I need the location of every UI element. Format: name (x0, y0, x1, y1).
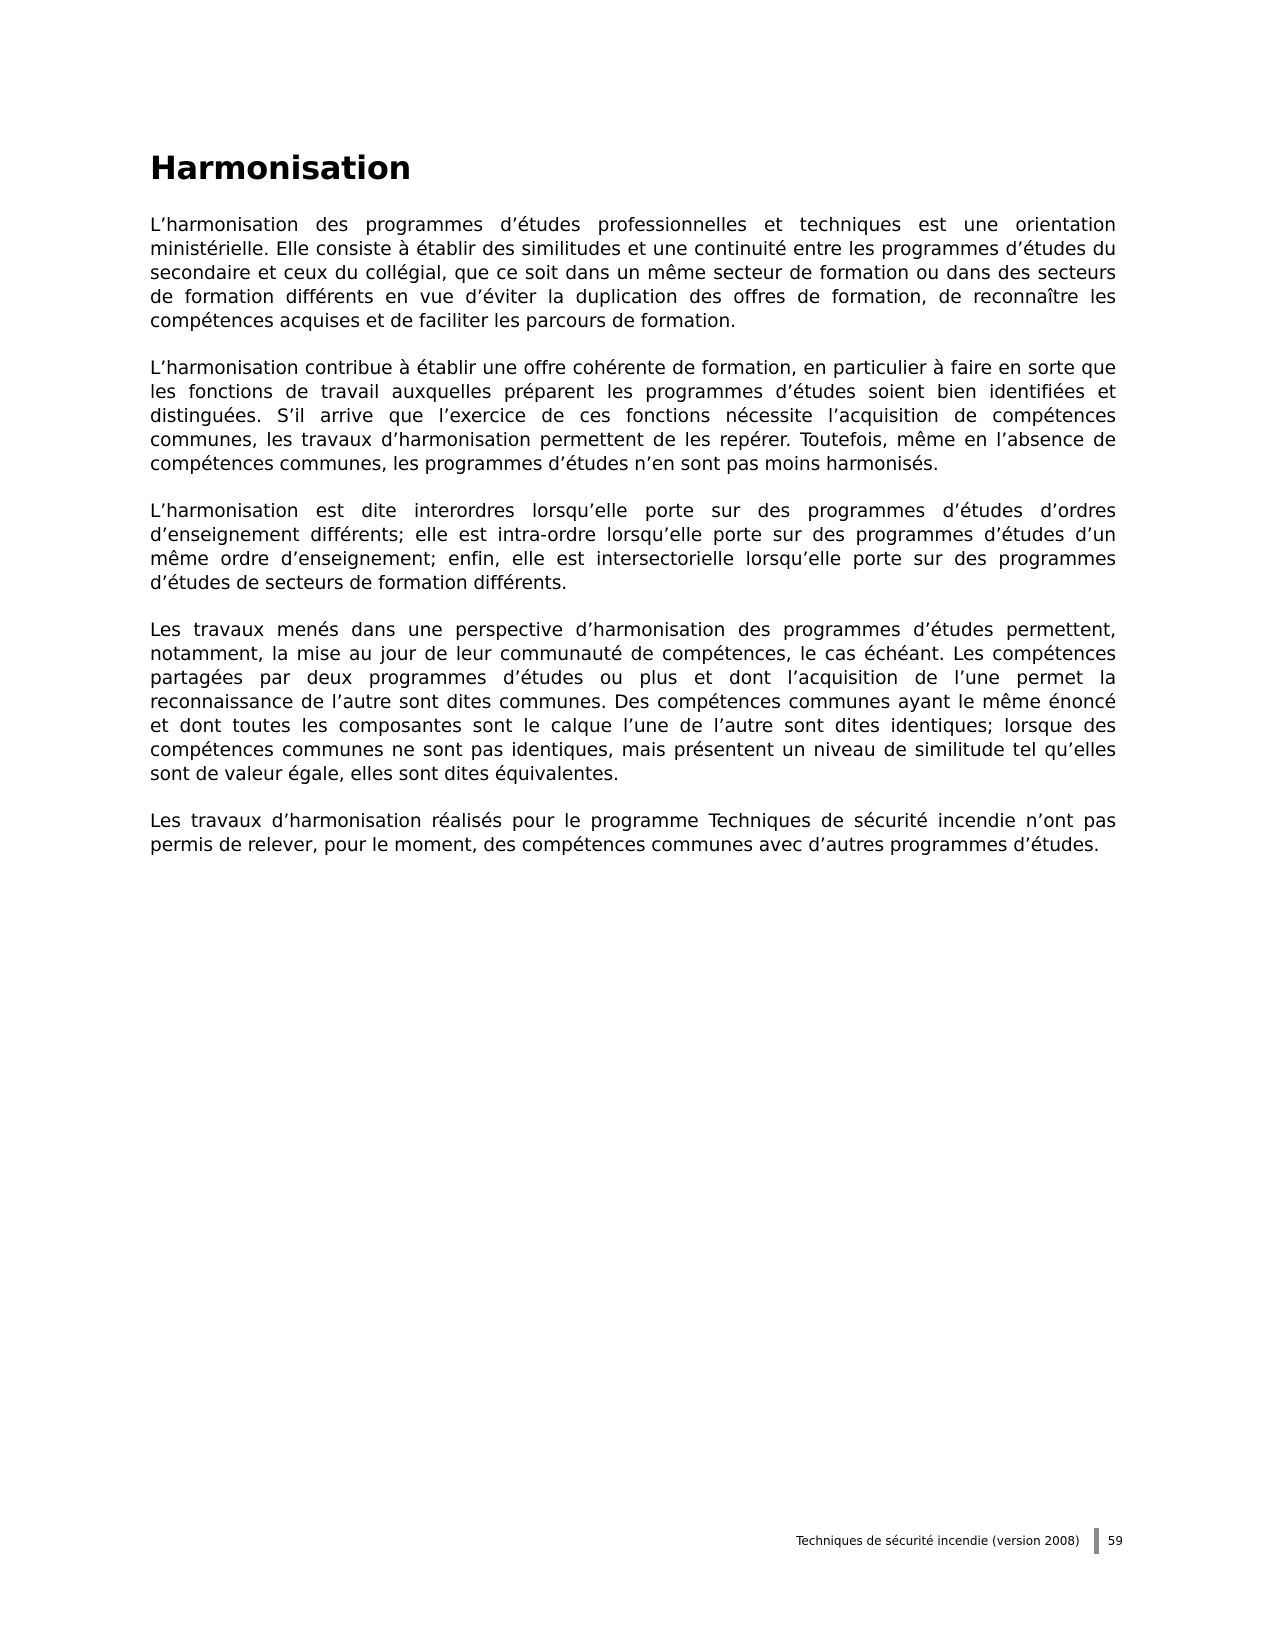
paragraph-5: Les travaux d’harmonisation réalisés pour le programme Techniques de sécurité incendie n’ont pas permis de relever, pour le moment, des compétences communes avec d’autres programmes d’études. (150, 811, 1116, 856)
page-number: 59 (1107, 1534, 1123, 1548)
paragraph-4: Les travaux menés dans une perspective d’harmonisation des programmes d’études permettent, notamment, la mise au jour de leur communauté de compétences, le cas échéant. Les compétences partagées par deux programmes d’études ou plus et dont l’acquisition de l’une permet la reconnaissance de l’autre sont dites communes. Des compétences communes ayant le même énoncé et dont toutes les composantes sont le calque l’une de l’autre sont dites identiques; lorsque des compétences communes ne sont pas identiques, mais présentent un niveau de similitude tel qu’elles sont de valeur égale, elles sont dites équivalentes. (150, 620, 1116, 785)
page-footer (796, 1528, 1123, 1554)
page-title: Harmonisation (150, 149, 412, 187)
paragraph-2: L’harmonisation contribue à établir une offre cohérente de formation, en particulier à faire en sorte que les fonctions de travail auxquelles préparent les programmes d’études soient bien identifiées et distinguées. S’il arrive que l’exercice de ces fonctions nécessite l’acquisition de compétences communes, les travaux d’harmonisation permettent de les repérer. Toutefois, même en l’absence de compétences communes, les programmes d’études n’en sont pas moins harmonisés. (150, 358, 1116, 475)
page-content (150, 148, 1116, 881)
paragraph-1: L’harmonisation des programmes d’études professionnelles et techniques est une orientation ministérielle. Elle consiste à établir des similitudes et une continuité entre les programmes d’études du secondaire et ceux du collégial, que ce soit dans un même secteur de formation ou dans des secteurs de formation différents en vue d’éviter la duplication des offres de formation, de reconnaître les compétences acquises et de faciliter les parcours de formation. (150, 215, 1116, 332)
footer-divider (1094, 1528, 1099, 1554)
footer-title: Techniques de sécurité incendie (version 2008) (796, 1534, 1080, 1548)
paragraph-3: L’harmonisation est dite interordres lorsqu’elle porte sur des programmes d’études d’ordres d’enseignement différents; elle est intra-ordre lorsqu’elle porte sur des programmes d’études d’un même ordre d’enseignement; enfin, elle est intersectorielle lorsqu’elle porte sur des programmes d’études de secteurs de formation différents. (150, 501, 1116, 594)
